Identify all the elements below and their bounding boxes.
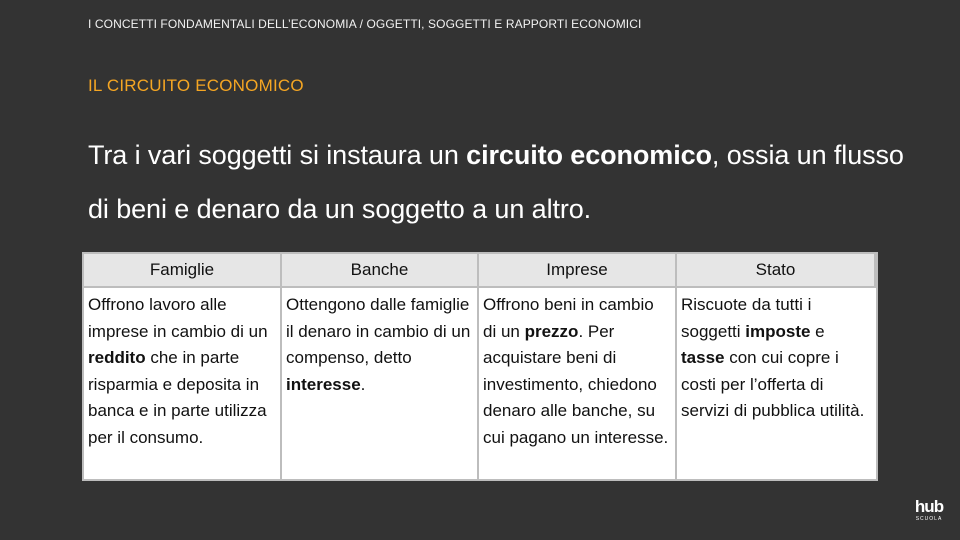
cell-text: Offrono beni in cambio di un [483, 295, 654, 341]
cell-bold-term: reddito [88, 348, 146, 367]
logo-subtitle: SCUOLA [915, 516, 943, 522]
column-header-stato: Stato [677, 254, 876, 288]
intro-text-part: , ossia un flusso di beni e denaro da un soggetto a un altro. [88, 140, 904, 224]
cell-text: Offrono lavoro alle imprese in cambio di un [88, 295, 268, 341]
economic-circuit-table [82, 252, 878, 481]
cell-text: . Per acquistare beni di investimento, chiedono denaro alle banche, su cui pagano un interesse. [483, 321, 669, 447]
column-header-famiglie: Famiglie [84, 254, 282, 288]
intro-text-part: Tra i vari soggetti si instaura un [88, 140, 467, 170]
cell-text: e [810, 321, 825, 341]
section-title: IL CIRCUITO ECONOMICO [88, 76, 304, 95]
intro-bold-term: circuito economico [466, 140, 712, 170]
cell-bold-term: imposte [745, 321, 811, 341]
hub-scuola-logo [912, 499, 946, 522]
cell-bold-term: interesse [286, 374, 361, 394]
cell-imprese [479, 288, 677, 479]
cell-text: Ottengono dalle famiglie il denaro in cambio di un compenso, detto [286, 295, 471, 367]
column-header-banche: Banche [282, 254, 479, 288]
column-header-imprese: Imprese [479, 254, 677, 288]
cell-text: con cui copre i costi per l’offerta di servizi di pubblica utilità. [681, 348, 865, 420]
cell-banche [282, 288, 479, 479]
cell-text: Riscuote da tutti i soggetti [681, 295, 812, 341]
cell-bold-term: prezzo [524, 321, 579, 341]
cell-stato [677, 288, 876, 479]
cell-famiglie [84, 288, 282, 479]
intro-text [88, 128, 908, 236]
breadcrumb: I CONCETTI FONDAMENTALI DELL’ECONOMIA / OGGETTI, SOGGETTI E RAPPORTI ECONOMICI [88, 17, 642, 31]
cell-bold-term: tasse [681, 348, 725, 367]
cell-text: . [360, 374, 366, 394]
cell-text: che in parte risparmia e deposita in banca e in parte utilizza per il consumo. [88, 348, 267, 447]
logo-word: hub [914, 497, 944, 516]
